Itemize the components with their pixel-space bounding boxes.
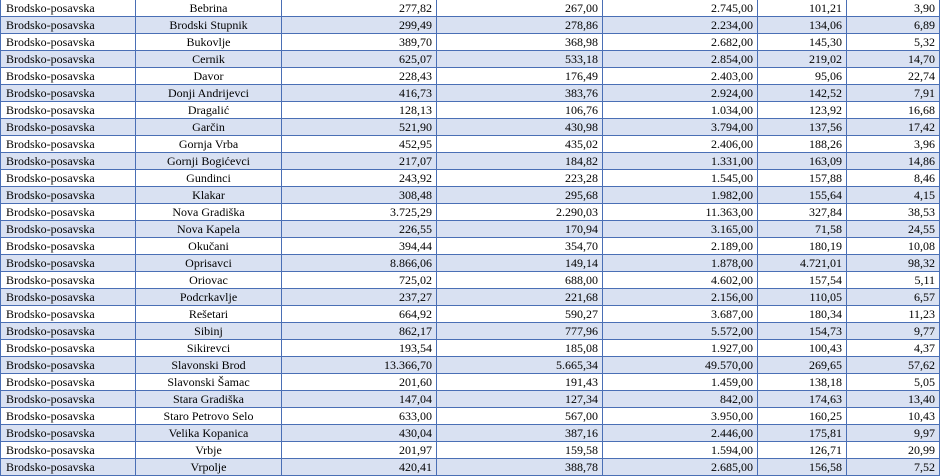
value-cell-3: 1.594,00	[603, 442, 758, 459]
value-cell-5: 20,99	[847, 442, 940, 459]
value-cell-5: 22,74	[847, 68, 940, 85]
value-cell-3: 1.034,00	[603, 102, 758, 119]
value-cell-3: 3.165,00	[603, 221, 758, 238]
value-cell-2: 5.665,34	[437, 357, 603, 374]
value-cell-1: 147,04	[282, 391, 437, 408]
municipality-cell: Bukovlje	[136, 34, 282, 51]
municipality-cell: Garčin	[136, 119, 282, 136]
value-cell-4: 134,06	[758, 17, 847, 34]
value-cell-2: 149,14	[437, 255, 603, 272]
municipality-cell: Slavonski Šamac	[136, 374, 282, 391]
value-cell-4: 269,65	[758, 357, 847, 374]
county-cell: Brodsko-posavska	[1, 459, 136, 476]
county-cell: Brodsko-posavska	[1, 0, 136, 17]
county-cell: Brodsko-posavska	[1, 68, 136, 85]
table-row	[1, 34, 940, 51]
value-cell-1: 217,07	[282, 153, 437, 170]
value-cell-5: 11,23	[847, 306, 940, 323]
value-cell-4: 155,64	[758, 187, 847, 204]
value-cell-2: 567,00	[437, 408, 603, 425]
value-cell-3: 2.682,00	[603, 34, 758, 51]
municipality-cell: Okučani	[136, 238, 282, 255]
value-cell-3: 2.446,00	[603, 425, 758, 442]
value-cell-5: 4,15	[847, 187, 940, 204]
value-cell-2: 435,02	[437, 136, 603, 153]
value-cell-4: 327,84	[758, 204, 847, 221]
municipality-cell: Podcrkavlje	[136, 289, 282, 306]
value-cell-4: 154,73	[758, 323, 847, 340]
value-cell-2: 383,76	[437, 85, 603, 102]
municipality-cell: Oprisavci	[136, 255, 282, 272]
value-cell-3: 2.854,00	[603, 51, 758, 68]
county-cell: Brodsko-posavska	[1, 85, 136, 102]
value-cell-5: 17,42	[847, 119, 940, 136]
value-cell-3: 2.685,00	[603, 459, 758, 476]
table-row	[1, 255, 940, 272]
county-cell: Brodsko-posavska	[1, 306, 136, 323]
value-cell-1: 308,48	[282, 187, 437, 204]
table-row	[1, 119, 940, 136]
value-cell-1: 521,90	[282, 119, 437, 136]
value-cell-5: 10,08	[847, 238, 940, 255]
municipality-cell: Stara Gradiška	[136, 391, 282, 408]
value-cell-5: 3,96	[847, 136, 940, 153]
value-cell-1: 228,43	[282, 68, 437, 85]
table-row	[1, 306, 940, 323]
table-row	[1, 408, 940, 425]
value-cell-5: 5,05	[847, 374, 940, 391]
county-cell: Brodsko-posavska	[1, 17, 136, 34]
value-cell-4: 71,58	[758, 221, 847, 238]
value-cell-4: 180,19	[758, 238, 847, 255]
value-cell-1: 128,13	[282, 102, 437, 119]
table-row	[1, 187, 940, 204]
value-cell-5: 13,40	[847, 391, 940, 408]
value-cell-1: 452,95	[282, 136, 437, 153]
value-cell-5: 6,89	[847, 17, 940, 34]
value-cell-2: 590,27	[437, 306, 603, 323]
value-cell-1: 862,17	[282, 323, 437, 340]
value-cell-1: 226,55	[282, 221, 437, 238]
value-cell-3: 2.924,00	[603, 85, 758, 102]
value-cell-2: 387,16	[437, 425, 603, 442]
value-cell-1: 193,54	[282, 340, 437, 357]
value-cell-1: 201,97	[282, 442, 437, 459]
value-cell-2: 533,18	[437, 51, 603, 68]
county-cell: Brodsko-posavska	[1, 238, 136, 255]
value-cell-4: 4.721,01	[758, 255, 847, 272]
county-cell: Brodsko-posavska	[1, 289, 136, 306]
value-cell-1: 664,92	[282, 306, 437, 323]
value-cell-4: 142,52	[758, 85, 847, 102]
value-cell-2: 430,98	[437, 119, 603, 136]
county-cell: Brodsko-posavska	[1, 391, 136, 408]
value-cell-2: 368,98	[437, 34, 603, 51]
county-cell: Brodsko-posavska	[1, 323, 136, 340]
value-cell-5: 14,86	[847, 153, 940, 170]
value-cell-3: 2.745,00	[603, 0, 758, 17]
county-cell: Brodsko-posavska	[1, 153, 136, 170]
value-cell-4: 157,88	[758, 170, 847, 187]
value-cell-4: 95,06	[758, 68, 847, 85]
value-cell-3: 1.545,00	[603, 170, 758, 187]
table-row	[1, 323, 940, 340]
value-cell-5: 24,55	[847, 221, 940, 238]
value-cell-1: 633,00	[282, 408, 437, 425]
municipality-cell: Dragalić	[136, 102, 282, 119]
county-cell: Brodsko-posavska	[1, 204, 136, 221]
value-cell-2: 127,34	[437, 391, 603, 408]
value-cell-2: 267,00	[437, 0, 603, 17]
table-row	[1, 289, 940, 306]
value-cell-5: 10,43	[847, 408, 940, 425]
value-cell-5: 98,32	[847, 255, 940, 272]
table-row	[1, 153, 940, 170]
value-cell-4: 138,18	[758, 374, 847, 391]
value-cell-2: 185,08	[437, 340, 603, 357]
county-cell: Brodsko-posavska	[1, 357, 136, 374]
value-cell-1: 420,41	[282, 459, 437, 476]
value-cell-2: 388,78	[437, 459, 603, 476]
value-cell-3: 1.927,00	[603, 340, 758, 357]
value-cell-3: 11.363,00	[603, 204, 758, 221]
value-cell-3: 2.156,00	[603, 289, 758, 306]
value-cell-5: 3,90	[847, 0, 940, 17]
table-row	[1, 238, 940, 255]
value-cell-1: 394,44	[282, 238, 437, 255]
municipality-cell: Rešetari	[136, 306, 282, 323]
municipality-cell: Sikirevci	[136, 340, 282, 357]
value-cell-2: 221,68	[437, 289, 603, 306]
value-cell-2: 176,49	[437, 68, 603, 85]
value-cell-3: 2.189,00	[603, 238, 758, 255]
value-cell-4: 101,21	[758, 0, 847, 17]
value-cell-2: 191,43	[437, 374, 603, 391]
table-body	[1, 0, 940, 476]
value-cell-3: 4.602,00	[603, 272, 758, 289]
county-cell: Brodsko-posavska	[1, 255, 136, 272]
municipality-cell: Vrbje	[136, 442, 282, 459]
value-cell-5: 7,52	[847, 459, 940, 476]
value-cell-4: 180,34	[758, 306, 847, 323]
value-cell-1: 430,04	[282, 425, 437, 442]
municipality-cell: Staro Petrovo Selo	[136, 408, 282, 425]
value-cell-2: 159,58	[437, 442, 603, 459]
value-cell-5: 57,62	[847, 357, 940, 374]
municipality-cell: Gornji Bogićevci	[136, 153, 282, 170]
municipality-cell: Slavonski Brod	[136, 357, 282, 374]
value-cell-5: 4,37	[847, 340, 940, 357]
value-cell-5: 16,68	[847, 102, 940, 119]
table-row	[1, 51, 940, 68]
value-cell-3: 1.878,00	[603, 255, 758, 272]
value-cell-3: 1.331,00	[603, 153, 758, 170]
municipality-cell: Velika Kopanica	[136, 425, 282, 442]
value-cell-3: 2.403,00	[603, 68, 758, 85]
value-cell-5: 14,70	[847, 51, 940, 68]
municipality-cell: Donji Andrijevci	[136, 85, 282, 102]
value-cell-2: 223,28	[437, 170, 603, 187]
value-cell-4: 145,30	[758, 34, 847, 51]
municipality-cell: Nova Gradiška	[136, 204, 282, 221]
table-row	[1, 170, 940, 187]
value-cell-3: 5.572,00	[603, 323, 758, 340]
municipality-cell: Gornja Vrba	[136, 136, 282, 153]
county-cell: Brodsko-posavska	[1, 170, 136, 187]
table-row	[1, 442, 940, 459]
county-cell: Brodsko-posavska	[1, 136, 136, 153]
county-cell: Brodsko-posavska	[1, 187, 136, 204]
municipality-cell: Klakar	[136, 187, 282, 204]
value-cell-2: 295,68	[437, 187, 603, 204]
municipality-cell: Davor	[136, 68, 282, 85]
municipality-cell: Bebrina	[136, 0, 282, 17]
table-row	[1, 340, 940, 357]
value-cell-4: 123,92	[758, 102, 847, 119]
value-cell-4: 160,25	[758, 408, 847, 425]
value-cell-1: 416,73	[282, 85, 437, 102]
municipality-cell: Vrpolje	[136, 459, 282, 476]
value-cell-5: 38,53	[847, 204, 940, 221]
value-cell-3: 3.794,00	[603, 119, 758, 136]
value-cell-3: 3.687,00	[603, 306, 758, 323]
value-cell-3: 2.234,00	[603, 17, 758, 34]
value-cell-1: 13.366,70	[282, 357, 437, 374]
county-cell: Brodsko-posavska	[1, 119, 136, 136]
value-cell-2: 106,76	[437, 102, 603, 119]
value-cell-5: 8,46	[847, 170, 940, 187]
value-cell-4: 175,81	[758, 425, 847, 442]
county-cell: Brodsko-posavska	[1, 340, 136, 357]
county-cell: Brodsko-posavska	[1, 221, 136, 238]
municipality-cell: Cernik	[136, 51, 282, 68]
value-cell-1: 725,02	[282, 272, 437, 289]
municipality-cell: Oriovac	[136, 272, 282, 289]
value-cell-3: 2.406,00	[603, 136, 758, 153]
county-cell: Brodsko-posavska	[1, 425, 136, 442]
value-cell-1: 8.866,06	[282, 255, 437, 272]
value-cell-1: 299,49	[282, 17, 437, 34]
value-cell-4: 100,43	[758, 340, 847, 357]
value-cell-1: 625,07	[282, 51, 437, 68]
value-cell-4: 156,58	[758, 459, 847, 476]
value-cell-2: 278,86	[437, 17, 603, 34]
table-row	[1, 85, 940, 102]
value-cell-4: 174,63	[758, 391, 847, 408]
value-cell-1: 201,60	[282, 374, 437, 391]
table-row	[1, 459, 940, 476]
value-cell-3: 49.570,00	[603, 357, 758, 374]
table-row	[1, 136, 940, 153]
county-cell: Brodsko-posavska	[1, 102, 136, 119]
municipality-cell: Gundinci	[136, 170, 282, 187]
table-row	[1, 17, 940, 34]
county-cell: Brodsko-posavska	[1, 408, 136, 425]
value-cell-1: 243,92	[282, 170, 437, 187]
value-cell-5: 7,91	[847, 85, 940, 102]
municipality-cell: Sibinj	[136, 323, 282, 340]
municipality-cell: Nova Kapela	[136, 221, 282, 238]
value-cell-5: 5,11	[847, 272, 940, 289]
value-cell-3: 1.982,00	[603, 187, 758, 204]
county-cell: Brodsko-posavska	[1, 51, 136, 68]
value-cell-3: 3.950,00	[603, 408, 758, 425]
value-cell-4: 157,54	[758, 272, 847, 289]
table-row	[1, 221, 940, 238]
value-cell-4: 163,09	[758, 153, 847, 170]
table-row	[1, 425, 940, 442]
table-row	[1, 272, 940, 289]
value-cell-5: 9,77	[847, 323, 940, 340]
value-cell-2: 354,70	[437, 238, 603, 255]
value-cell-2: 688,00	[437, 272, 603, 289]
value-cell-4: 188,26	[758, 136, 847, 153]
value-cell-4: 110,05	[758, 289, 847, 306]
table-row	[1, 357, 940, 374]
value-cell-5: 6,57	[847, 289, 940, 306]
value-cell-1: 3.725,29	[282, 204, 437, 221]
county-cell: Brodsko-posavska	[1, 34, 136, 51]
value-cell-1: 237,27	[282, 289, 437, 306]
table-row	[1, 374, 940, 391]
value-cell-2: 184,82	[437, 153, 603, 170]
value-cell-2: 170,94	[437, 221, 603, 238]
value-cell-5: 5,32	[847, 34, 940, 51]
table-row	[1, 102, 940, 119]
value-cell-2: 777,96	[437, 323, 603, 340]
table-row	[1, 391, 940, 408]
value-cell-1: 389,70	[282, 34, 437, 51]
table-row	[1, 204, 940, 221]
value-cell-4: 219,02	[758, 51, 847, 68]
value-cell-4: 126,71	[758, 442, 847, 459]
value-cell-2: 2.290,03	[437, 204, 603, 221]
value-cell-1: 277,82	[282, 0, 437, 17]
county-cell: Brodsko-posavska	[1, 442, 136, 459]
value-cell-3: 842,00	[603, 391, 758, 408]
value-cell-4: 137,56	[758, 119, 847, 136]
table-row	[1, 68, 940, 85]
table-row	[1, 0, 940, 17]
value-cell-3: 1.459,00	[603, 374, 758, 391]
value-cell-5: 9,97	[847, 425, 940, 442]
municipality-cell: Brodski Stupnik	[136, 17, 282, 34]
county-cell: Brodsko-posavska	[1, 272, 136, 289]
county-cell: Brodsko-posavska	[1, 374, 136, 391]
